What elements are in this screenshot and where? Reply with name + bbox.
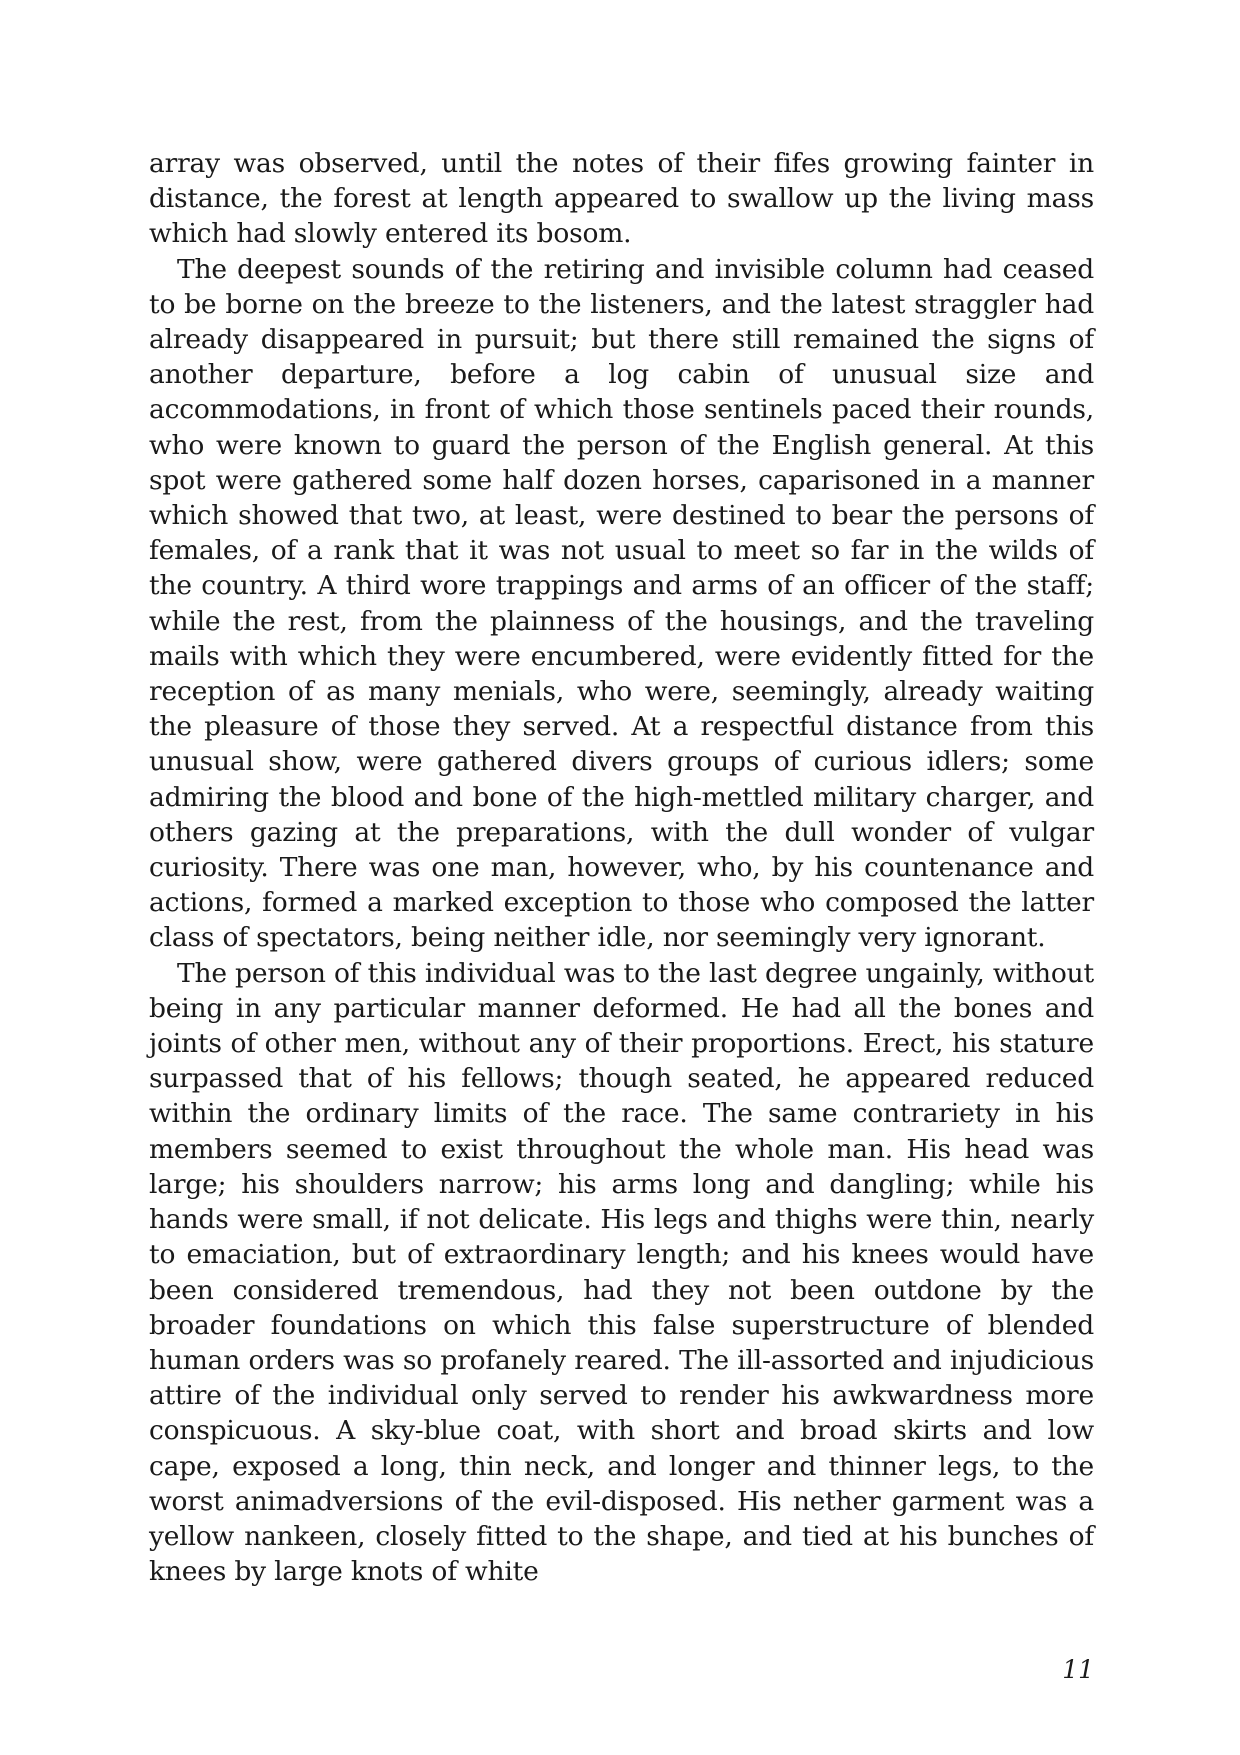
page-number: 11 (1062, 1655, 1094, 1684)
paragraph-continued: array was observed, until the notes of their fifes growing fainter in distance, the forest at length appeared to swallow up the living mass which had slowly entered its bosom. (149, 148, 1094, 250)
paragraph-individual: The person of this individual was to the last degree ungainly, without being in any particular manner deformed. He had all the bones and joints of other men, without any of their proportions. Erect, his stature surpassed that of his fellows; though seated, he appeared reduced within the ordinary limits of the race. The same contrariety in his members seemed to exist throughout the whole man. His head was large; his shoulders narrow; his arms long and dangling; while his hands were small, if not delicate. His legs and thighs were thin, nearly to emaciation, but of extraordinary length; and his knees would have been considered tremendous, had they not been outdone by the broader foundations on which this false superstructure of blended human orders was so profanely reared. The ill-assorted and injudicious attire of the individual only served to render his awkwardness more conspicuous. A sky-blue coat, with short and broad skirts and low cape, exposed a long, thin neck, and longer and thinner legs, to the worst animadversions of the evil-disposed. His nether garment was a yellow nankeen, closely fitted to the shape, and tied at his bunches of knees by large knots of white (149, 957, 1094, 1588)
page-body (149, 146, 1094, 1589)
paragraph-departure: The deepest sounds of the retiring and invisible column had ceased to be borne on the breeze to the listeners, and the latest straggler had already disappeared in pursuit; but there still remained the signs of another departure, before a log cabin of unusual size and accommodations, in front of which those sentinels paced their rounds, who were known to guard the person of the English general. At this spot were gathered some half dozen horses, caparisoned in a manner which showed that two, at least, were destined to bear the persons of females, of a rank that it was not usual to meet so far in the wilds of the country. A third wore trappings and arms of an officer of the staff; while the rest, from the plainness of the housings, and the traveling mails with which they were encumbered, were evidently fitted for the reception of as many menials, who were, seemingly, already waiting the pleasure of those they served. At a respectful distance from this unusual show, were gathered divers groups of curious idlers; some admiring the blood and bone of the high-mettled military charger, and others gazing at the preparations, with the dull wonder of vulgar curiosity. There was one man, however, who, by his countenance and actions, formed a marked exception to those who composed the latter class of spectators, being neither idle, nor seemingly very ignorant. (149, 253, 1094, 954)
